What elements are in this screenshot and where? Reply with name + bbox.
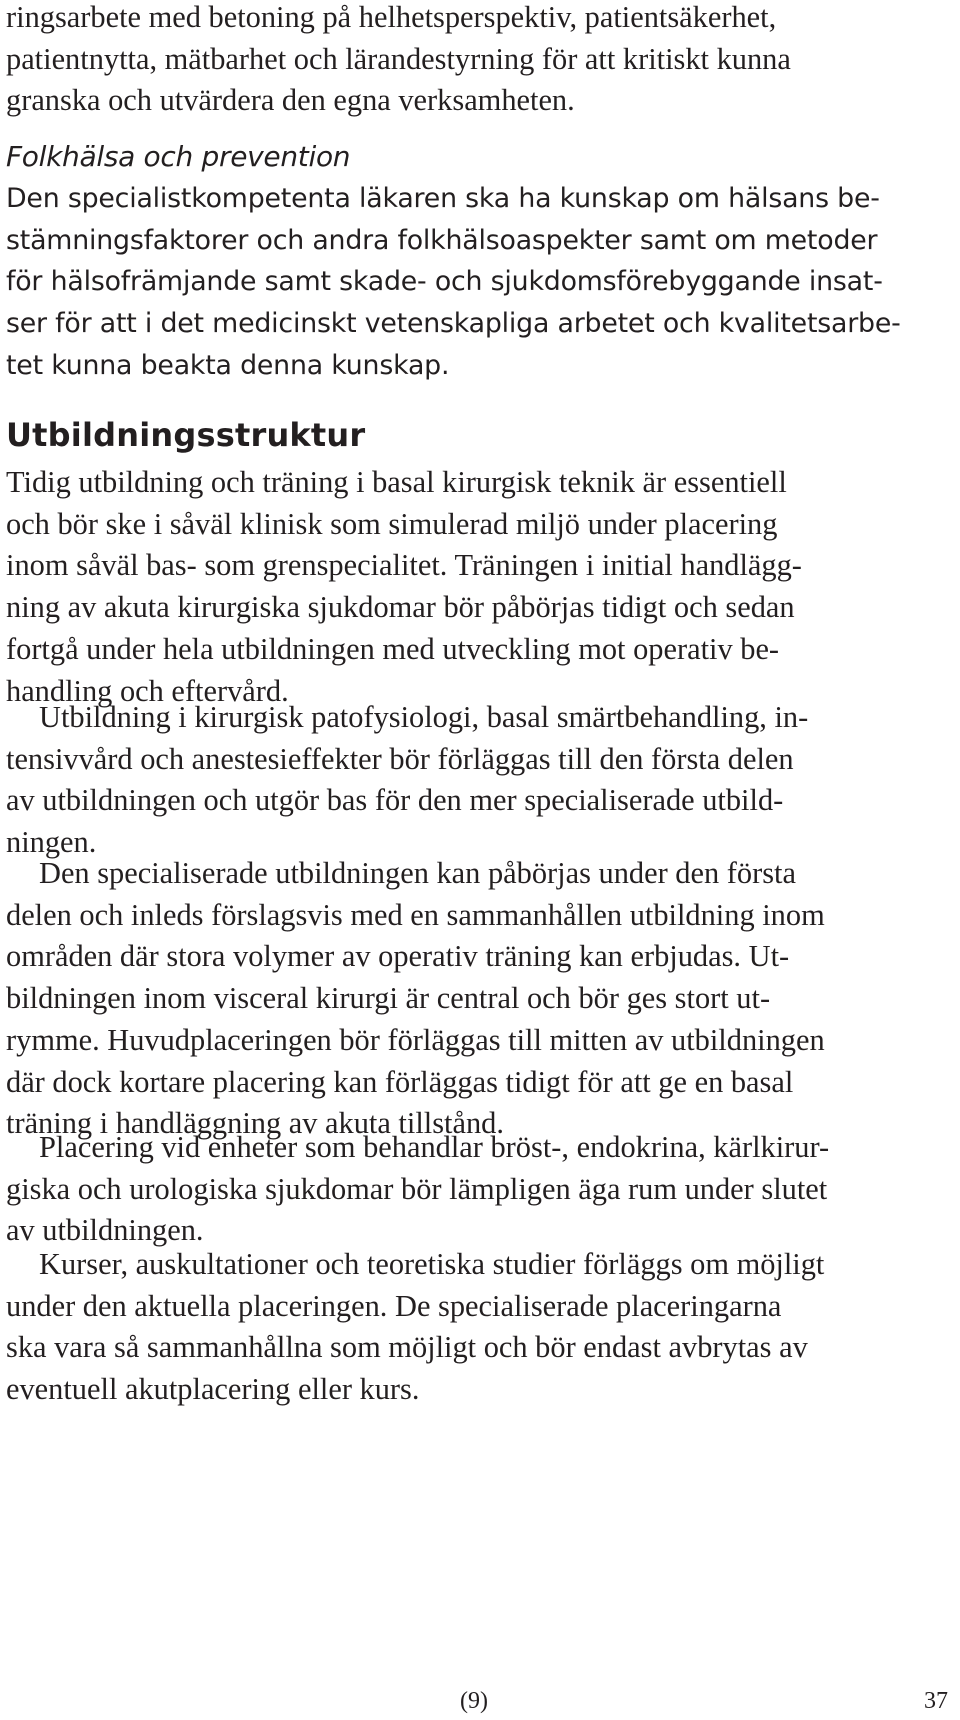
paragraph-2: Utbildning i kirurgisk patofysiologi, basal smärtbehandling, in- tensivvård och anestesieffekter bör förläggas till den första delen av utbildningen och utgör bas för den mer specialiserade utbild- ningen. <box>6 700 809 860</box>
folkhalsa-paragraph: Den specialistkompetenta läkaren ska ha kunskap om hälsans be- stämningsfaktorer och andra folkhälsoaspekter samt om metoder för hälsofrämjande samt skade- och sjukdomsförebyggande insat- ser för att i det medicinskt vetenskapliga arbetet och kvalitetsarbe- tet kunna beakta denna kunskap. <box>6 183 901 381</box>
page-number: 37 <box>924 1688 948 1714</box>
folkhalsa-subheading: Folkhälsa och prevention <box>6 140 351 173</box>
paragraph-1: Tidig utbildning och träning i basal kirurgisk teknik är essentiell och bör ske i såväl klinisk som simulerad miljö under placering inom såväl bas- som grenspecialitet. Träningen i initial handlägg- ning av akuta kirurgiska sjukdomar bör påbörjas tidigt och sedan fortgå under hela utbildningen med utveckling mot operativ be- handling och eftervård. <box>6 465 802 708</box>
paragraph-4: Placering vid enheter som behandlar bröst-, endokrina, kärlkirur- giska och urologiska sjukdomar bör lämpligen äga rum under slutet av utbildningen. <box>6 1130 830 1248</box>
section-number: (9) <box>460 1688 488 1714</box>
paragraph-3: Den specialiserade utbildningen kan påbörjas under den första delen och inleds förslagsvis med en sammanhållen utbildning inom områden där stora volymer av operativ träning kan erbjudas. Ut- bildningen inom visceral kirurgi är central och bör ges stort ut- rymme. Huvudplaceringen bör förläggas till mitten av utbildningen där dock kortare placering kan förläggas tidigt för att ge en basal träning i handläggning av akuta tillstånd. <box>6 856 825 1141</box>
paragraph-5: Kurser, auskultationer och teoretiska studier förläggs om möjligt under den aktuella placeringen. De specialiserade placeringarna ska vara så sammanhållna som möjligt och bör endast avbrytas av eventuell akutplacering eller kurs. <box>6 1247 825 1407</box>
top-paragraph: ringsarbete med betoning på helhetsperspektiv, patientsäkerhet, patientnytta, mätbarhet och lärandestyrning för att kritiskt kunna granska och utvärdera den egna verksamheten. <box>6 0 791 118</box>
section-heading: Utbildningsstruktur <box>6 416 366 454</box>
